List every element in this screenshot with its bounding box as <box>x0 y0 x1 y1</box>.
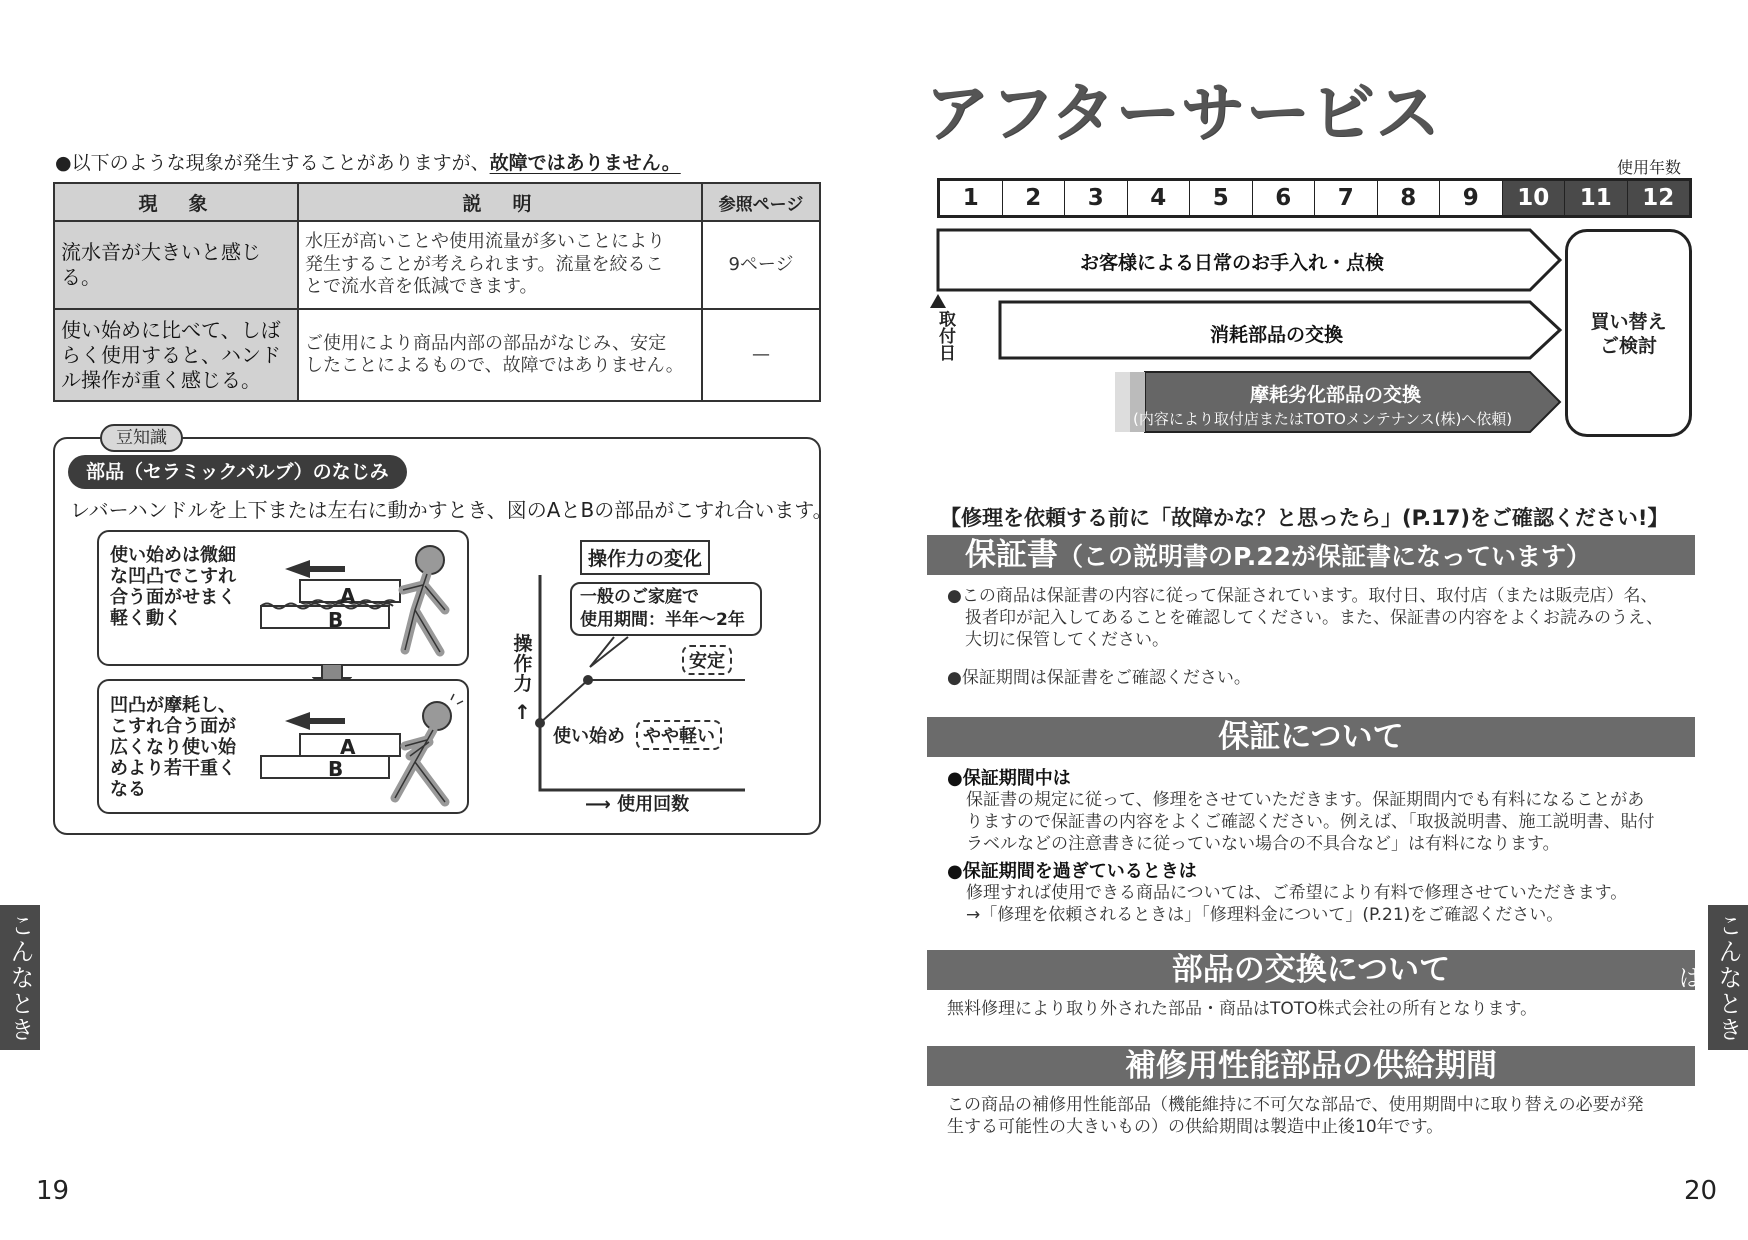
arrow-daily-care: お客様による日常のお手入れ・点検 <box>1080 252 1385 274</box>
start-label: 使い始め <box>553 726 625 747</box>
arrow-wear-parts: 摩耗劣化部品の交換 <box>1250 384 1422 406</box>
phenomenon-cell: 流水音が大きいと感じる。 <box>54 221 298 309</box>
reference-cell: 9ページ <box>702 221 820 309</box>
y-axis-label: 操作力 <box>513 633 533 695</box>
part-b-label: B <box>328 757 344 781</box>
page-number-right: 20 <box>1684 1176 1718 1206</box>
up-arrow-icon: ↑ <box>514 700 531 724</box>
usage-period-bubble: 一般のご家庭で 使用期間：半年～2年 <box>570 582 762 636</box>
slightly-light-label: やや軽い <box>636 720 722 750</box>
explanation-cell: ご使用により商品内部の部品がなじみ、安定 したことによるもので、故障ではありません。 <box>298 309 702 401</box>
intro-prefix: ●以下のような現象が発生することがありますが、 <box>55 152 490 174</box>
year-cell: 10 <box>1503 181 1566 215</box>
trivia-lead: レバーハンドルを上下または左右に動かすとき、図のAとBの部品がこすれ合います。 <box>70 498 833 522</box>
page-number-left: 19 <box>36 1176 70 1206</box>
section-warranty: 保証について <box>927 717 1695 757</box>
table-row <box>54 221 820 309</box>
table-row <box>54 309 820 401</box>
year-cell: 7 <box>1315 181 1378 215</box>
table-header-row <box>54 183 820 221</box>
x-axis-label: ⟶ 使用回数 <box>585 794 690 815</box>
warranty-during-text: 保証書の規定に従って、修理をさせていただきます。保証期間内でも有料になることがあ りますので保証書の内容をよくご確認ください。例えば、「取扱説明書、施工説明書、貼付 ラベルなどの注意書きに従っていない場合の不具合など」は有料になります。 <box>966 790 1655 854</box>
valve-illustration-new <box>255 540 465 660</box>
years-scale <box>937 178 1692 218</box>
phenomenon-table <box>53 182 821 402</box>
year-cell: 6 <box>1253 181 1316 215</box>
year-cell: 4 <box>1128 181 1191 215</box>
panel-worn-text: 凹凸が摩耗し、 こすれ合う面が 広くなり使い始 めより若干重く なる <box>110 695 236 800</box>
year-cell: 11 <box>1565 181 1628 215</box>
part-b-label: B <box>328 608 344 632</box>
warranty-after-text: 修理すれば使用できる商品については、ご希望により有料で修理させていただきます。 →「修理を依頼されるときは」「修理料金について」(P.21)をご確認ください。 <box>966 883 1628 925</box>
part-a-label: A <box>340 584 356 608</box>
page-title: アフターサービス <box>925 77 1441 151</box>
year-cell: 5 <box>1190 181 1253 215</box>
intro-emphasis: 故障ではありません。 <box>489 152 681 174</box>
part-a-label: A <box>340 735 356 759</box>
warranty-card-text: ●この商品は保証書の内容に従って保証されています。取付日、取付店（または販売店）名、 扱者印が記入してあることを確認してください。また、保証書の内容をよくお読みのうえ、 大切に保管してください。 <box>947 586 1664 650</box>
side-tab-right: こんなときは <box>1708 905 1748 1050</box>
buy-replacement-box: 買い替え ご検討 <box>1565 229 1692 437</box>
intro-text <box>55 148 681 175</box>
year-cell: 2 <box>1003 181 1066 215</box>
repair-notice: 【修理を依頼する前に「故障かな？と思ったら」(P.17)をご確認ください!】 <box>940 506 1669 530</box>
explanation-cell: 水圧が高いことや使用流量が多いことにより 発生することが考えられます。流量を絞るこ とで流水音を低減できます。 <box>298 221 702 309</box>
warranty-period-text: ●保証期間は保証書をご確認ください。 <box>947 668 1251 688</box>
arrow-wear-parts-note: (内容により取付店またはTOTOメンテナンス(株)へ依頼) <box>1133 410 1513 428</box>
stable-label: 安定 <box>682 645 732 675</box>
header-reference: 参照ページ <box>702 183 820 221</box>
warranty-after-heading: ●保証期間を過ぎているときは <box>947 861 1197 882</box>
trivia-title: 部品（セラミックバルブ）のなじみ <box>68 455 407 489</box>
section-supply-period: 補修用性能部品の供給期間 <box>927 1046 1695 1086</box>
header-phenomenon: 現 象 <box>54 183 298 221</box>
year-cell: 12 <box>1628 181 1690 215</box>
phenomenon-cell: 使い始めに比べて、しば らく使用すると、ハンド ル操作が重く感じる。 <box>54 309 298 401</box>
valve-illustration-worn <box>255 690 465 810</box>
warranty-during-heading: ●保証期間中は <box>947 768 1071 789</box>
years-label: 使用年数 <box>1617 158 1682 177</box>
panel-new-text: 使い始めは微細 な凹凸でこすれ 合う面がせまく 軽く動く <box>110 545 236 629</box>
side-tab-left: こんなとき <box>0 905 40 1050</box>
section-parts-replacement: 部品の交換について <box>927 950 1695 990</box>
parts-text: 無料修理により取り外された部品・商品はTOTO株式会社の所有となります。 <box>947 999 1538 1019</box>
section-warranty-card: 保証書（この説明書のP.22が保証書になっています） <box>927 535 1695 575</box>
install-date-label: 取付日 <box>935 309 955 361</box>
trivia-tag: 豆知識 <box>100 424 183 452</box>
supply-text: この商品の補修用性能部品（機能維持に不可欠な部品で、使用期間中に取り替えの必要が発 生する可能性の大きいもの）の供給期間は製造中止後10年です。 <box>947 1095 1644 1137</box>
header-explanation: 説 明 <box>298 183 702 221</box>
year-cell: 1 <box>940 181 1003 215</box>
year-cell: 8 <box>1378 181 1441 215</box>
year-cell: 9 <box>1440 181 1503 215</box>
force-chart-title: 操作力の変化 <box>580 540 710 575</box>
year-cell: 3 <box>1065 181 1128 215</box>
reference-cell: — <box>702 309 820 401</box>
arrow-consumables: 消耗部品の交換 <box>1210 324 1344 346</box>
